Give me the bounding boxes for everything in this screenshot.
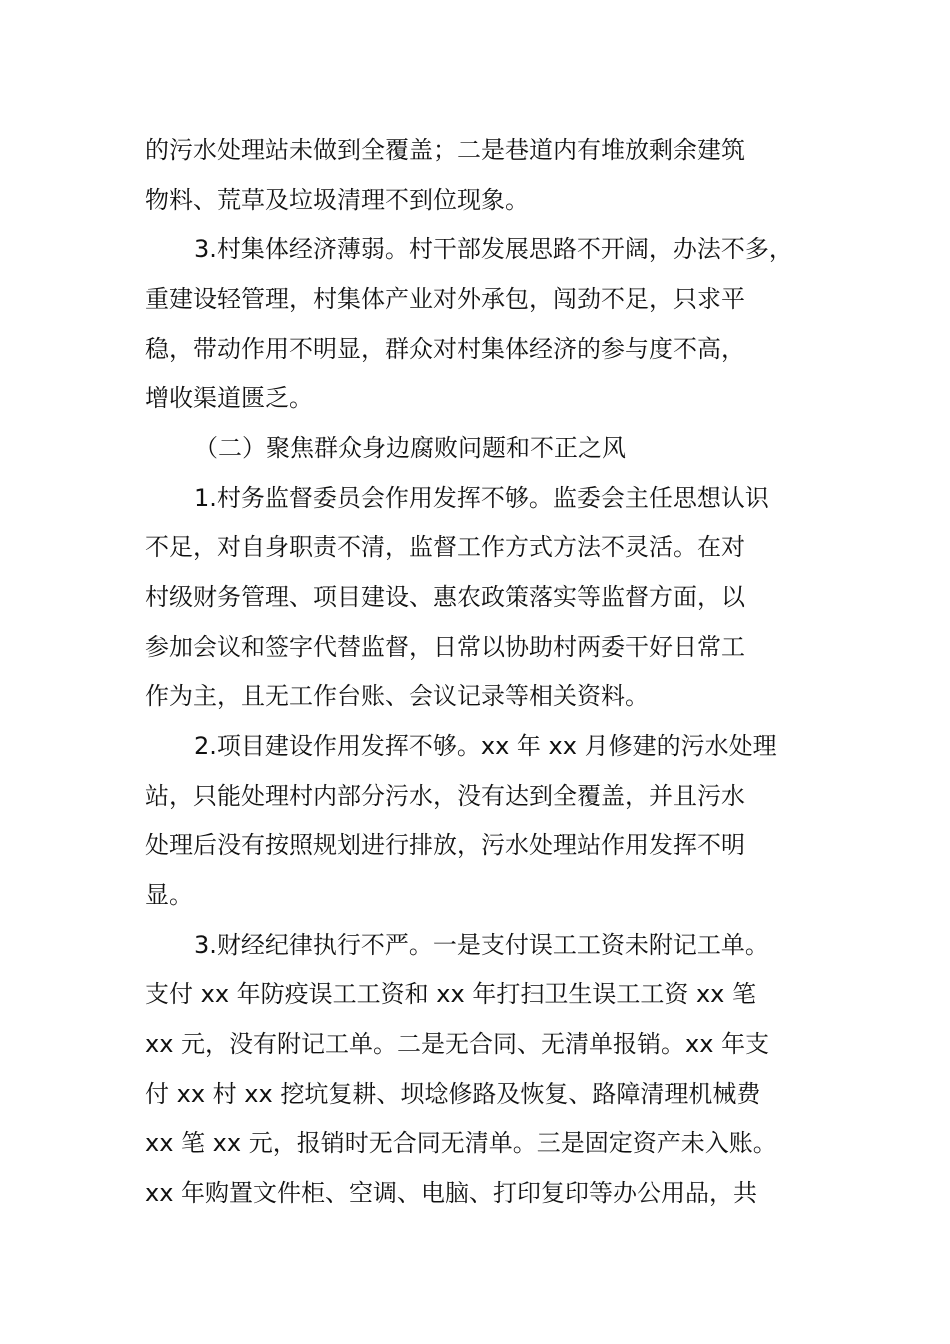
text-line: 的污水处理站未做到全覆盖；二是巷道内有堆放剩余建筑 (145, 136, 745, 164)
text-line: 付 xx 村 xx 挖坑复耕、坝埝修路及恢复、路障清理机械费 (145, 1080, 761, 1108)
paragraph-start: 2.项目建设作用发挥不够。xx 年 xx 月修建的污水处理 (194, 732, 777, 760)
text-line: xx 元，没有附记工单。二是无合同、无清单报销。xx 年支 (145, 1030, 770, 1058)
text-line: 重建设轻管理，村集体产业对外承包，闯劲不足，只求平 (145, 285, 745, 313)
text-line: 站，只能处理村内部分污水，没有达到全覆盖，并且污水 (145, 782, 745, 810)
text-line: 处理后没有按照规划进行排放，污水处理站作用发挥不明 (145, 831, 745, 859)
text-line: xx 年购置文件柜、空调、电脑、打印复印等办公用品，共 (145, 1179, 758, 1207)
text-line: 参加会议和签字代替监督，日常以协助村两委干好日常工 (145, 633, 745, 661)
text-line: 支付 xx 年防疫误工工资和 xx 年打扫卫生误工工资 xx 笔 (145, 980, 756, 1008)
text-line: 物料、荒草及垃圾清理不到位现象。 (145, 186, 529, 214)
text-line: 稳，带动作用不明显，群众对村集体经济的参与度不高， (145, 335, 745, 363)
text-line: 不足，对自身职责不清，监督工作方式方法不灵活。在对 (145, 533, 745, 561)
paragraph-start: 1.村务监督委员会作用发挥不够。监委会主任思想认识 (194, 484, 769, 512)
text-line: 显。 (145, 881, 193, 909)
section-heading: （二）聚焦群众身边腐败问题和不正之风 (194, 434, 626, 462)
paragraph-start: 3.财经纪律执行不严。一是支付误工工资未附记工单。 (194, 931, 769, 959)
text-line: 村级财务管理、项目建设、惠农政策落实等监督方面，以 (145, 583, 745, 611)
paragraph-start: 3.村集体经济薄弱。村干部发展思路不开阔，办法不多， (194, 235, 793, 263)
text-line: 作为主，且无工作台账、会议记录等相关资料。 (145, 682, 649, 710)
text-line: 增收渠道匮乏。 (145, 384, 313, 412)
text-line: xx 笔 xx 元，报销时无合同无清单。三是固定资产未入账。 (145, 1129, 777, 1157)
